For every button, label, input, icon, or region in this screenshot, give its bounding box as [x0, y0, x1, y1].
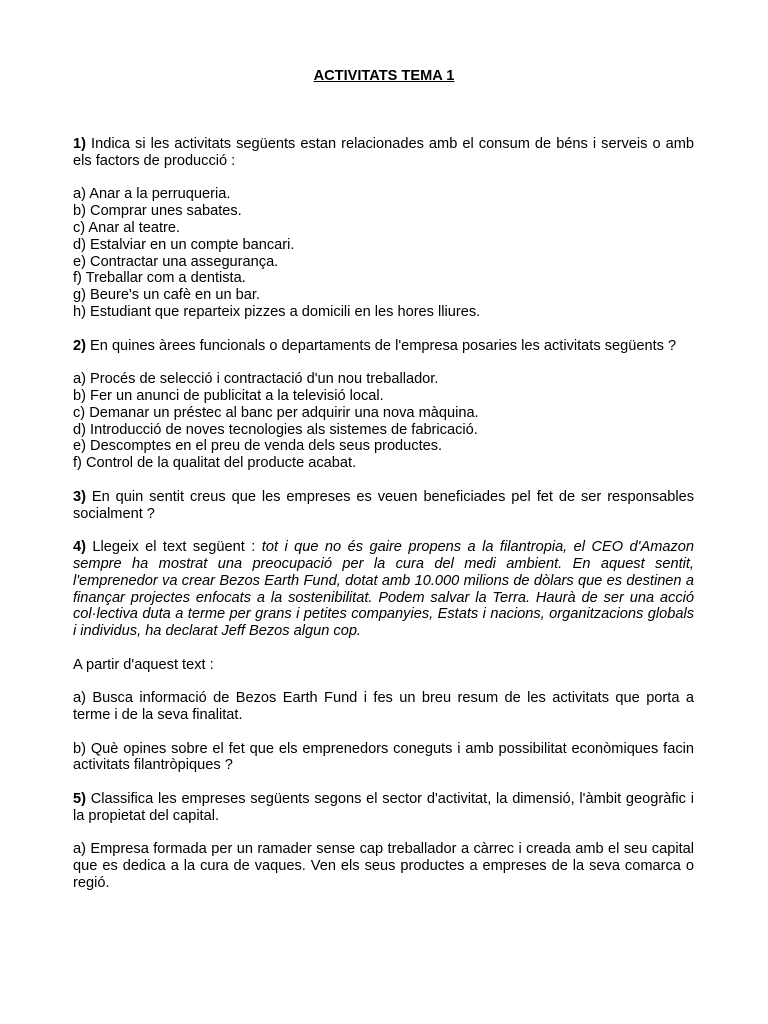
question-text: Llegeix el text següent : [85, 539, 262, 556]
question-5-part-a: a) Empresa formada per un ramader sense cap treballador a càrrec i creada amb el seu capital que es dedica a la cura de vaques. Ven els seus productes a empreses de la seva comarca o regió. [73, 841, 694, 892]
question-number: 2) [73, 337, 86, 354]
list-item: e) Contractar una assegurança. [73, 253, 279, 270]
list-item: d) Introducció de noves tecnologies als sistemes de fabricació. [73, 421, 478, 438]
question-5 [73, 791, 694, 825]
question-number: 3) [73, 488, 86, 505]
list-item: e) Descomptes en el preu de venda dels seus productes. [73, 438, 443, 455]
question-4-part-a: a) Busca informació de Bezos Earth Fund i fes un breu resum de les activitats que porta a terme i de la seva finalitat. [73, 690, 694, 724]
question-1 [73, 136, 694, 170]
document-body [73, 136, 694, 909]
list-item: f) Treballar com a dentista. [73, 270, 246, 287]
quoted-text: tot i que no és gaire propens a la filantropia, el CEO d'Amazon sempre ha mostrat una preocupació per la cura del medi ambient. En aquest sentit, l'emprenedor va crear Bezos Earth Fund, dotat amb 10.000 milions de dòlars que es destinen a finançar projectes enfocats a la sostenibilitat. Podem salvar la Terra. Haurà de ser una acció col·lectiva duta a terme per grans i petites companyies, Estats i nacions, organitzacions globals i individus, ha declarat Jeff Bezos algun cop. [73, 539, 694, 640]
question-3 [73, 489, 694, 523]
question-2 [73, 338, 694, 355]
list-item: b) Comprar unes sabates. [73, 203, 242, 220]
question-4-intro: A partir d'aquest text : [73, 656, 214, 673]
list-item: c) Demanar un préstec al banc per adquirir una nova màquina. [73, 404, 479, 421]
question-text: Indica si les activitats següents estan relacionades amb el consum de béns i serveis o amb els factors de producció : [73, 136, 694, 169]
list-item: d) Estalviar en un compte bancari. [73, 236, 295, 253]
question-number: 5) [73, 791, 86, 808]
list-item: h) Estudiant que reparteix pizzes a domicili en les hores lliures. [73, 303, 481, 320]
question-text: Classifica les empreses següents segons el sector d'activitat, la dimensió, l'àmbit geogràfic i la propietat del capital. [73, 791, 694, 824]
question-2-list [73, 371, 694, 472]
question-1-list [73, 186, 694, 320]
question-text: En quines àrees funcionals o departaments de l'empresa posaries les activitats següents ? [85, 337, 677, 354]
question-4-part-b: b) Què opines sobre el fet que els emprenedors coneguts i amb possibilitat econòmiques facin activitats filantròpiques ? [73, 740, 694, 774]
list-item: g) Beure's un cafè en un bar. [73, 287, 260, 304]
page-title: ACTIVITATS TEMA 1 [313, 68, 455, 84]
question-text: En quin sentit creus que les empreses es veuen beneficiades pel fet de ser responsables socialment ? [73, 488, 694, 522]
list-item: a) Anar a la perruqueria. [73, 186, 231, 203]
list-item: b) Fer un anunci de publicitat a la televisió local. [73, 387, 384, 404]
question-4 [73, 539, 694, 640]
question-number: 4) [73, 539, 86, 556]
list-item: f) Control de la qualitat del producte acabat. [73, 455, 357, 472]
list-item: a) Procés de selecció i contractació d'un nou treballador. [73, 371, 439, 388]
question-number: 1) [73, 136, 86, 152]
list-item: c) Anar al teatre. [73, 219, 181, 236]
